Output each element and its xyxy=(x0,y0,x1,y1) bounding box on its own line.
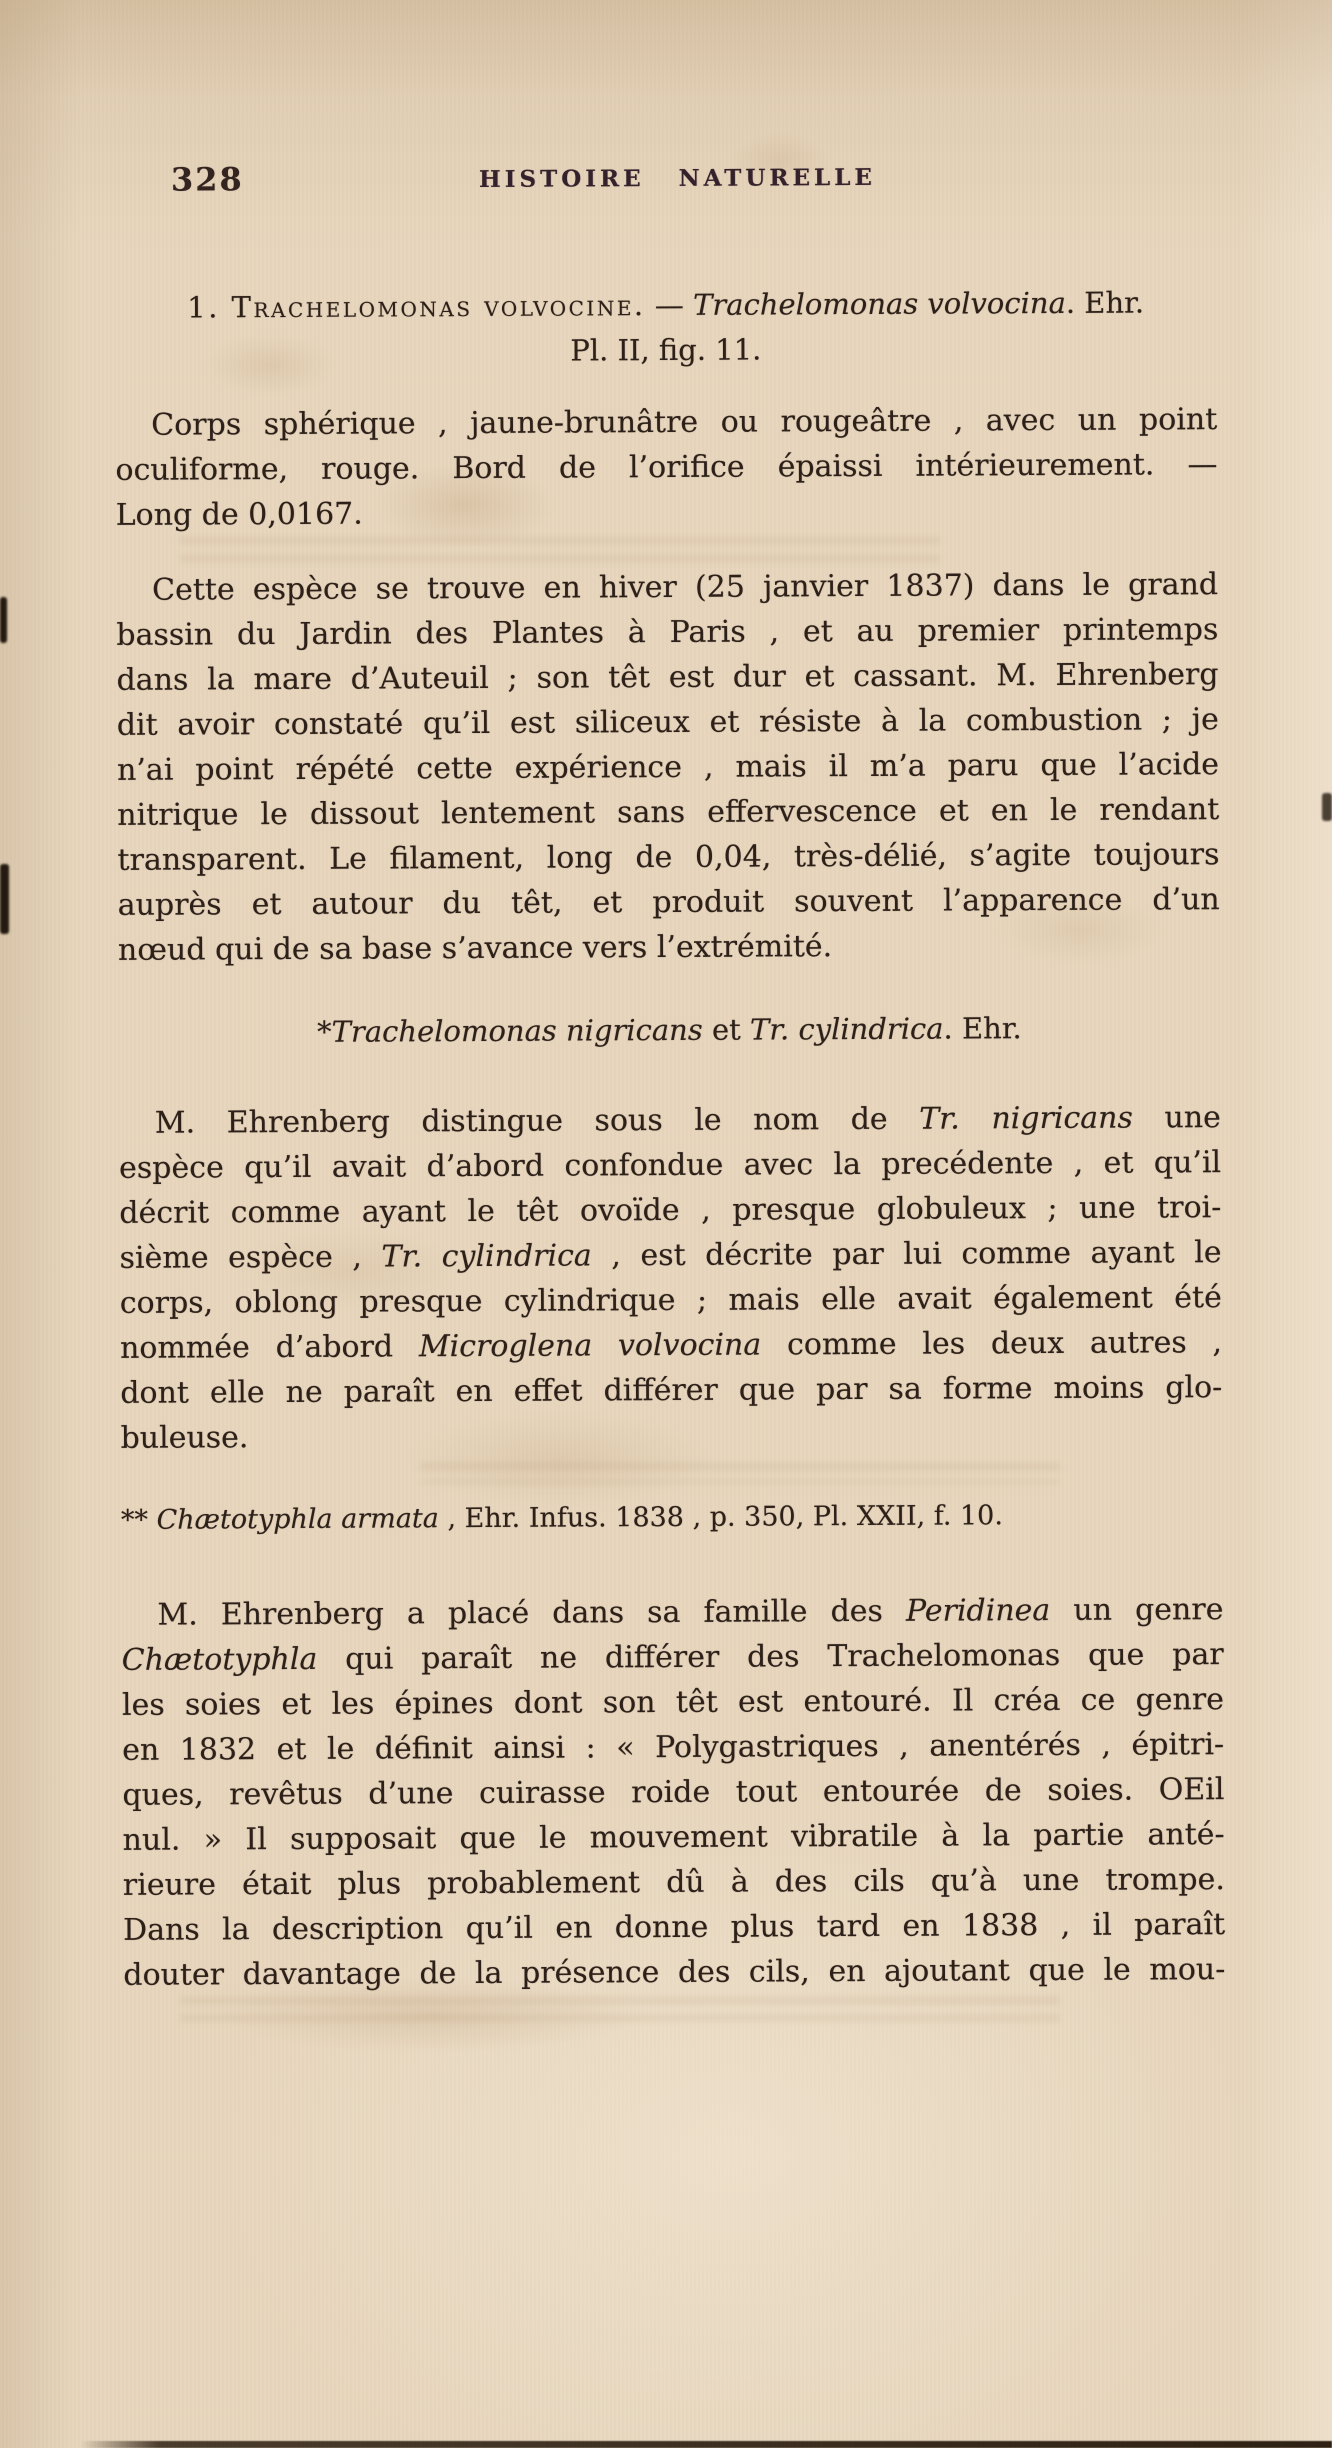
text-segment: une xyxy=(1132,1100,1221,1136)
text-segment: Long de 0,0167. xyxy=(115,496,363,533)
text-segment: Cette espèce se trouve en hiver (25 janvier 1837) dans le grand xyxy=(151,567,1219,608)
text-segment: espèce qu’il avait d’abord confondue avec la precédente , et qu’il xyxy=(119,1145,1222,1186)
text-segment: sième espèce , xyxy=(119,1239,382,1276)
text-line xyxy=(119,1095,1221,1146)
scan-bottom-edge xyxy=(0,2441,1332,2448)
italic-species-name: Microglena volvocina xyxy=(418,1327,762,1365)
chaetotyphla-paragraph xyxy=(121,1587,1225,1998)
text-line xyxy=(118,922,1220,973)
species-heading xyxy=(114,280,1216,376)
text-segment: en 1832 et le définit ainsi : « Polygastriques , anentérés , épitri- xyxy=(122,1727,1225,1768)
text-line xyxy=(116,487,1218,538)
text-line xyxy=(115,442,1217,493)
text-segment: qui paraît ne différer des Trachelomonas que par xyxy=(317,1637,1224,1677)
text-line xyxy=(117,697,1219,748)
text-segment: ** xyxy=(120,1504,157,1536)
text-segment: bassin du Jardin des Plantes à Paris , et au premier printemps xyxy=(116,612,1219,653)
italic-species-name: Tr. nigricans xyxy=(919,1100,1133,1137)
text-line xyxy=(119,1185,1221,1236)
habitat-paragraph xyxy=(116,562,1220,973)
text-segment: . Ehr. xyxy=(943,1011,1022,1046)
text-segment: rieure était plus probablement dû à des cils qu’à une trompe. xyxy=(122,1862,1225,1903)
text-segment: comme les deux autres , xyxy=(761,1325,1223,1363)
text-segment: dans la mare d’Auteuil ; son têt est dur et cassant. M. Ehrenberg xyxy=(116,657,1219,698)
text-line xyxy=(122,1632,1224,1683)
text-line xyxy=(120,1410,1222,1461)
text-line xyxy=(123,1902,1225,1953)
text-line xyxy=(120,1365,1222,1416)
text-line xyxy=(116,652,1218,703)
italic-species-name: Chætotyphla armata xyxy=(156,1503,439,1536)
scan-edge-artifact xyxy=(0,864,9,934)
text-segment: dont elle ne paraît en effet différer que par sa forme moins glo- xyxy=(120,1370,1223,1411)
text-segment: corps, oblong presque cylindrique ; mais elle avait également été xyxy=(119,1280,1222,1321)
text-segment: ques, revêtus d’une cuirasse roide tout entourée de soies. OEil xyxy=(122,1772,1225,1813)
text-segment: nœud qui de sa base s’avance vers l’extrémité. xyxy=(117,929,833,968)
text-segment: dit avoir constaté qu’il est siliceux et résiste à la combustion ; je xyxy=(116,702,1219,743)
text-line xyxy=(123,1812,1225,1863)
text-line xyxy=(119,1230,1221,1281)
discussion-paragraph xyxy=(119,1095,1223,1461)
verso-show-through xyxy=(180,1996,1060,2022)
text-line xyxy=(121,1587,1223,1638)
text-line xyxy=(118,877,1220,928)
text-line xyxy=(121,1492,1223,1543)
text-segment: nul. » Il supposait que le mouvement vibratile à la partie anté- xyxy=(122,1817,1225,1858)
text-segment: M. Ehrenberg a placé dans sa famille des xyxy=(157,1593,907,1633)
italic-species-name: Chætotyphla xyxy=(121,1641,318,1678)
description-paragraph xyxy=(115,397,1218,538)
italic-species-name: Trachelomonas volvocina xyxy=(692,285,1066,322)
text-segment: * xyxy=(317,1014,332,1049)
synonym-subheading xyxy=(118,1005,1220,1056)
text-segment: nommée d’abord xyxy=(119,1329,419,1366)
text-line xyxy=(117,787,1219,838)
text-line xyxy=(117,742,1219,793)
italic-species-name: Tr. cylindrica xyxy=(749,1011,944,1047)
text-segment: décrit comme ayant le têt ovoïde , presque globuleux ; une troi- xyxy=(119,1190,1222,1231)
text-line xyxy=(118,1005,1220,1056)
page-number: 328 xyxy=(170,160,244,199)
text-line xyxy=(122,1767,1224,1818)
italic-species-name: Tr. cylindrica xyxy=(381,1238,592,1275)
text-segment: , est décrite par lui comme ayant le xyxy=(591,1235,1222,1274)
text-segment: nitrique le dissout lentement sans effervescence et en le rendant xyxy=(117,792,1220,833)
text-line xyxy=(123,1947,1225,1998)
scan-edge-artifact xyxy=(1322,793,1332,821)
text-line xyxy=(123,1857,1225,1908)
text-line xyxy=(120,1320,1222,1371)
text-segment: douter davantage de la présence des cils, en ajoutant que le mou- xyxy=(123,1952,1226,1993)
text-line xyxy=(119,1140,1221,1191)
text-segment: Corps sphérique , jaune-brunâtre ou rougeâtre , avec un point xyxy=(151,402,1218,443)
text-line xyxy=(117,832,1219,883)
text-segment: un genre xyxy=(1050,1592,1224,1629)
italic-species-name: Trachelomonas nigricans xyxy=(331,1012,703,1049)
text-line xyxy=(115,325,1217,376)
scan-edge-artifact xyxy=(0,597,7,643)
italic-species-name: Peridinea xyxy=(905,1593,1051,1629)
text-segment: les soies et les épines dont son têt est entouré. Il créa ce genre xyxy=(121,1682,1224,1723)
text-line xyxy=(122,1722,1224,1773)
text-segment: auprès et autour du têt, et produit souvent l’apparence d’un xyxy=(117,882,1220,923)
text-line xyxy=(115,397,1217,448)
text-segment: M. Ehrenberg distingue sous le nom de xyxy=(154,1101,920,1141)
text-segment: . Ehr. xyxy=(1065,285,1145,320)
text-segment: oculiforme, rouge. Bord de l’orifice épaissi intérieurement. — xyxy=(115,447,1218,488)
text-segment: — xyxy=(645,287,694,323)
text-segment: buleuse. xyxy=(120,1420,249,1456)
text-column xyxy=(114,280,1225,1998)
text-segment: et xyxy=(702,1012,751,1047)
text-line xyxy=(120,1275,1222,1326)
text-line xyxy=(116,562,1218,613)
text-segment: n’ai point répété cette expérience , mais il m’a paru que l’acide xyxy=(116,747,1220,788)
reference-line xyxy=(121,1492,1223,1543)
text-segment: Pl. II, fig. 11. xyxy=(570,332,762,368)
text-line xyxy=(122,1677,1224,1728)
text-line xyxy=(116,607,1218,658)
text-line xyxy=(114,280,1216,331)
running-header-title: HISTOIRE NATURELLE xyxy=(478,163,876,193)
text-segment: 1. Trachelomonas volvocine. xyxy=(187,288,646,325)
text-segment: transparent. Le filament, long de 0,04, très-délié, s’agite toujours xyxy=(117,837,1220,878)
text-segment: Dans la description qu’il en donne plus tard en 1838 , il paraît xyxy=(123,1907,1226,1948)
text-segment: , Ehr. Infus. 1838 , p. 350, Pl. XXII, f. 10. xyxy=(438,1500,1003,1535)
